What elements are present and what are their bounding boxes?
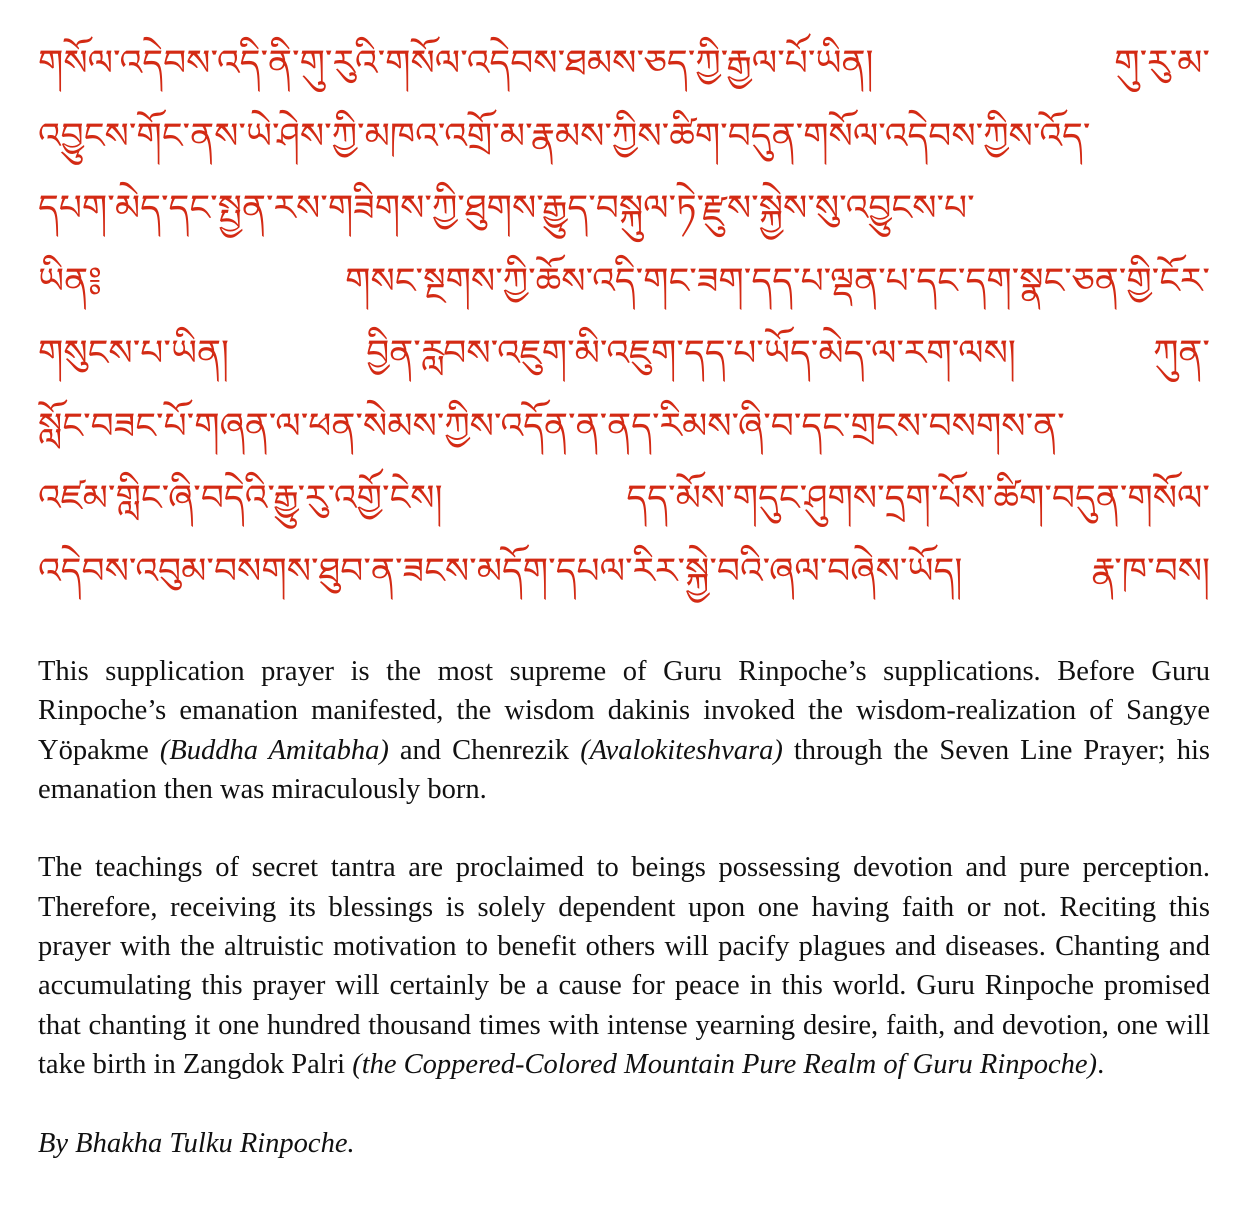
italic-gloss: (Buddha Amitabha) [159, 734, 389, 766]
tibetan-segment: ཡིན༔ [38, 260, 102, 302]
tibetan-segment: དཔག་མེད་དང་སྤྱན་རས་གཟིགས་ཀྱི་ཐུགས་རྒྱུད་བསྐུལ་ཏེ་རྫུས་སྐྱེས་སུ་འབྱུངས་པ་ [38, 188, 975, 229]
tibetan-line-5 [38, 318, 1210, 391]
tibetan-line-6 [38, 391, 1210, 464]
paragraph-text: through the Seven Line Prayer; his emanation then was miraculously born. [38, 734, 1210, 805]
paragraph-text: The teachings of secret tantra are proclaimed to beings possessing devotion and pure perception. Therefore, receiving its blessings is solely dependent upon one having faith or not. Reciting this prayer with the altruistic motivation to benefit others will pacify plagues and diseases. Chanting and accumulating this prayer will certainly be a cause for peace in this world. Guru Rinpoche promised that chanting it one hundred thousand times with intense yearning desire, faith, and devotion, one will take birth in Zangdok Palri [38, 852, 1210, 1080]
tibetan-segment: འཛམ་གླིང་ཞི་བདེའི་རྒྱུ་རུ་འགྱོ་ངེས། [38, 478, 443, 519]
tibetan-prayer-text [38, 28, 1210, 608]
tibetan-line-7 [38, 463, 1210, 536]
tibetan-segment: གུ་རུ་མ་ [1114, 43, 1210, 84]
tibetan-line-3 [38, 173, 1210, 246]
tibetan-segment: དད་མོས་གདུང་ཤུགས་དྲག་པོས་ཚིག་བདུན་གསོལ་ [626, 478, 1210, 519]
paragraph-text: and Chenrezik [388, 734, 581, 766]
paragraph-text: This supplication prayer is the most supreme of Guru Rinpoche’s supplications. Before Guru Rinpoche’s emanation manifested, the wisdom dakinis invoked the wisdom-realization of Sangye Yöpakme [38, 656, 1210, 766]
tibetan-line-4 [38, 246, 1210, 319]
tibetan-segment: གསོལ་འདེབས་འདི་ནི་གུ་རུའི་གསོལ་འདེབས་ཐམས་ཅད་ཀྱི་རྒྱལ་པོ་ཡིན། [38, 43, 874, 84]
tibetan-segment: རྣ་ཁ་བས། [1091, 550, 1210, 592]
italic-gloss: (the Coppered-Colored Mountain Pure Realm of Guru Rinpoche) [352, 1048, 1098, 1080]
paragraph-origin [38, 652, 1210, 809]
paragraph-benefits [38, 848, 1210, 1084]
english-translation [38, 652, 1210, 1163]
italic-gloss: (Avalokiteshvara) [580, 734, 783, 766]
tibetan-segment: འདེབས་འབུམ་བསགས་ཐུབ་ན་ཟངས་མདོག་དཔལ་རིར་སྐྱེ་བའི་ཞལ་བཞེས་ཡོད། [38, 550, 963, 592]
tibetan-line-8 [38, 536, 1210, 609]
tibetan-segment: འབྱུངས་གོང་ནས་ཡེ་ཤེས་ཀྱི་མཁའ་འགྲོ་མ་རྣམས་ཀྱིས་ཚིག་བདུན་གསོལ་འདེབས་ཀྱིས་འོད་ [38, 115, 1091, 157]
tibetan-segment: ཀུན་ [1153, 333, 1210, 374]
tibetan-segment: སློང་བཟང་པོ་གཞན་ལ་ཕན་སེམས་ཀྱིས་འདོན་ན་ནད་རིམས་ཞི་བ་དང་གྲངས་བསགས་ན་ [38, 405, 1065, 447]
tibetan-line-1 [38, 28, 1210, 101]
tibetan-segment: གསང་སྔགས་ཀྱི་ཆོས་འདི་གང་ཟག་དད་པ་ལྡན་པ་དང་དག་སྣང་ཅན་གྱི་ངོར་ [345, 260, 1210, 302]
paragraph-text: . [1097, 1048, 1105, 1080]
attribution: By Bhakha Tulku Rinpoche. [38, 1127, 355, 1159]
tibetan-segment: བྱིན་རླབས་འཇུག་མི་འཇུག་དད་པ་ཡོད་མེད་ལ་རག་ལས། [366, 333, 1016, 374]
tibetan-line-2 [38, 101, 1210, 174]
tibetan-segment: གསུངས་པ་ཡིན། [38, 333, 230, 374]
